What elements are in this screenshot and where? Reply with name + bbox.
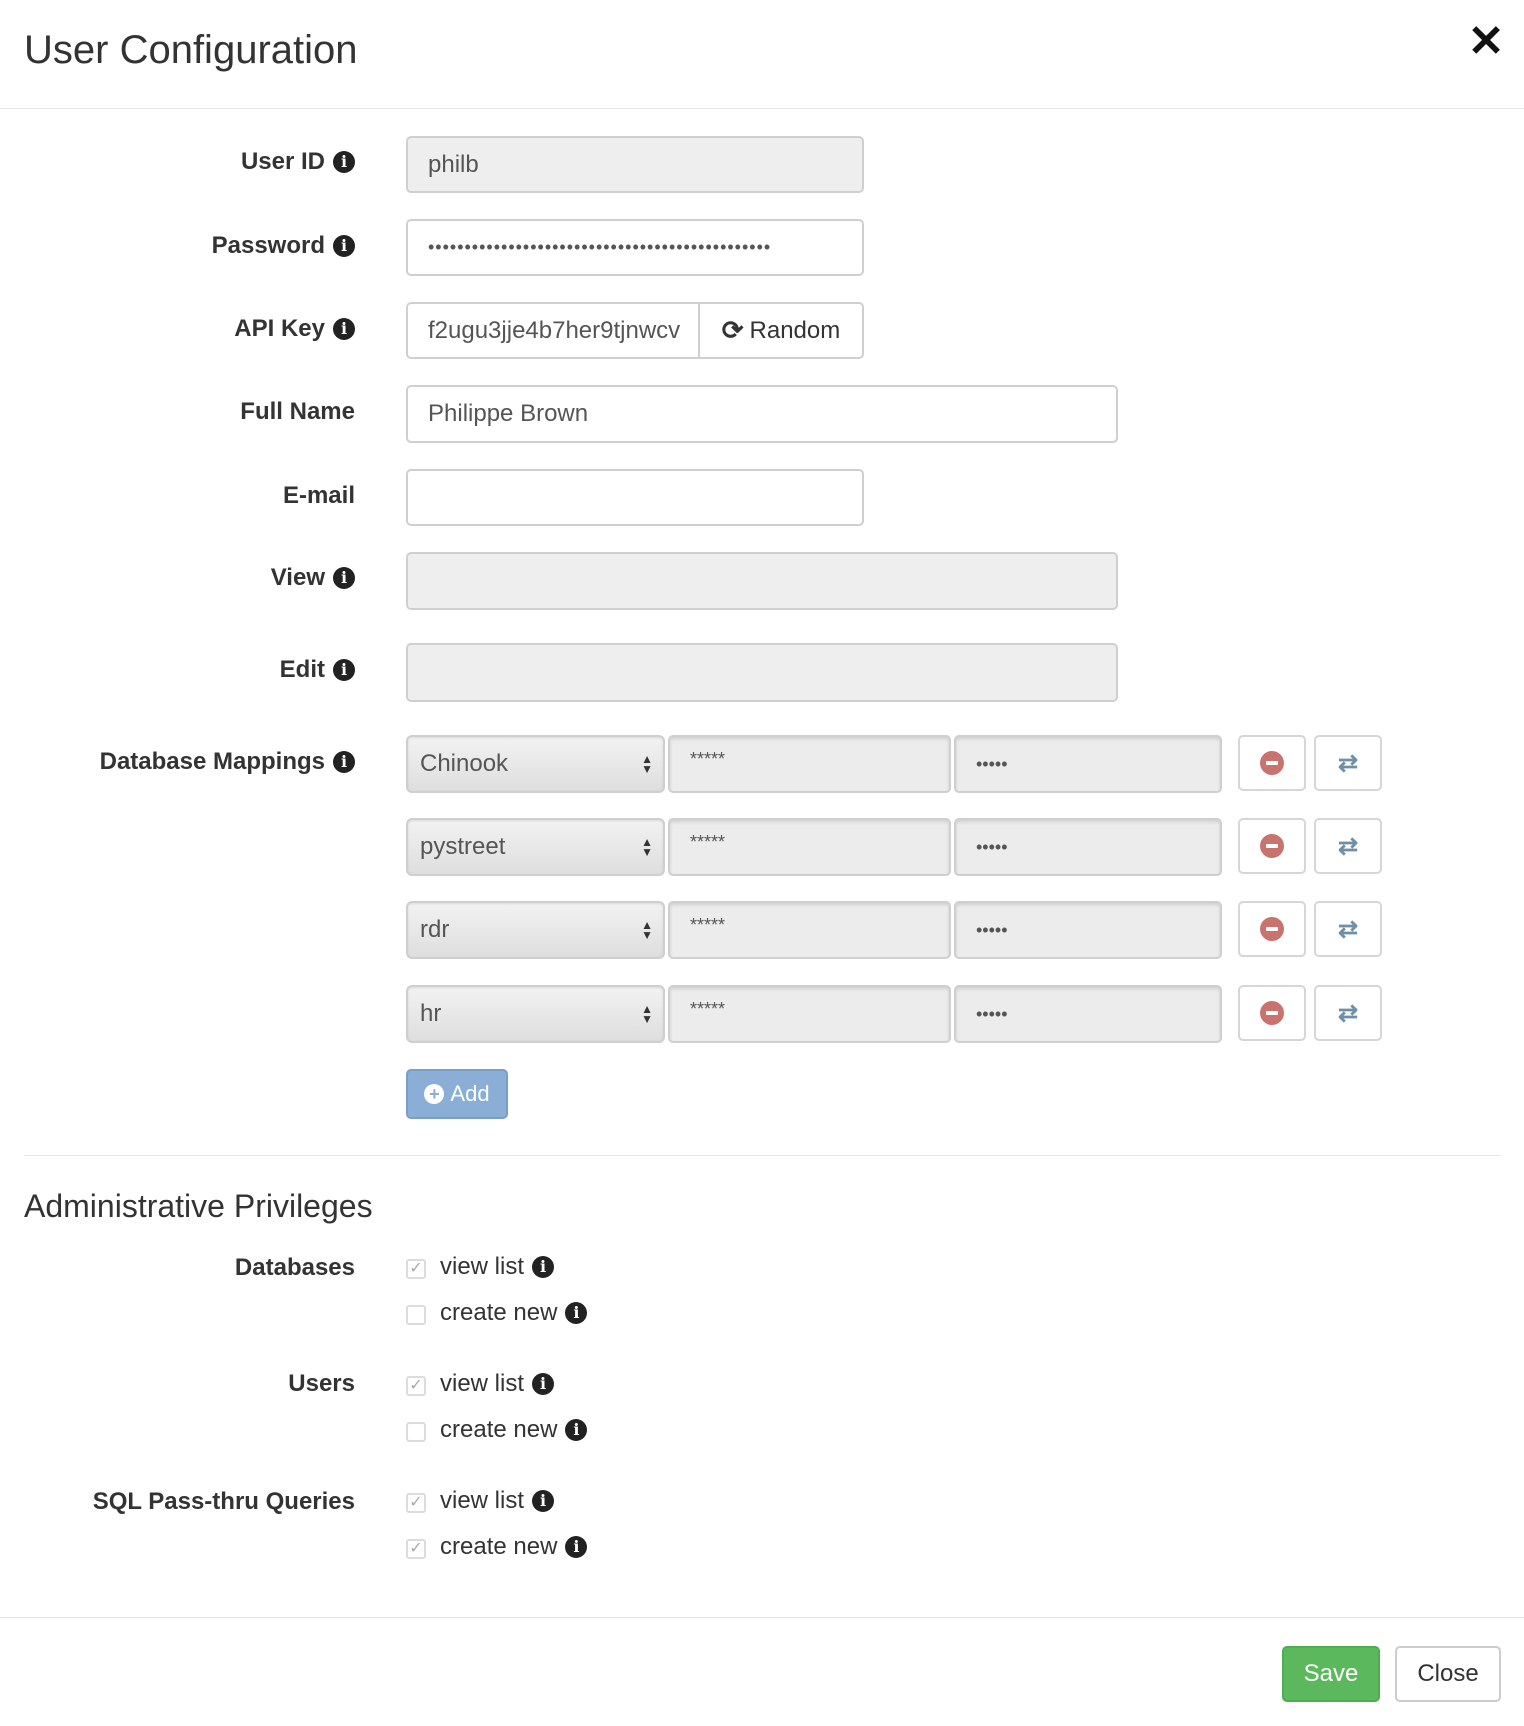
edit-label: Edit i	[280, 656, 355, 684]
minus-circle-icon	[1260, 834, 1284, 858]
exchange-icon: ⇄	[1337, 915, 1359, 943]
info-icon[interactable]: i	[333, 151, 355, 173]
info-icon[interactable]: i	[333, 751, 355, 773]
info-icon[interactable]: i	[565, 1536, 587, 1558]
minus-circle-icon	[1260, 1001, 1284, 1025]
view-label: View i	[271, 564, 355, 592]
privilege-option: view list i	[440, 1253, 554, 1281]
privilege-option: create new i	[440, 1416, 587, 1444]
info-icon[interactable]: i	[333, 235, 355, 257]
privilege-group-label: SQL Pass-thru Queries	[92, 1488, 355, 1515]
select-arrows-icon: ▲ ▼	[641, 1002, 653, 1026]
select-arrows-icon: ▲ ▼	[641, 918, 653, 942]
section-divider	[24, 1155, 1500, 1156]
remove-mapping-button[interactable]	[1238, 818, 1306, 874]
plus-circle-icon: +	[424, 1084, 444, 1104]
users-view-list-checkbox[interactable]: ✓	[406, 1376, 426, 1396]
add-mapping-button[interactable]: + Add	[406, 1069, 508, 1119]
full-name-label: Full Name	[240, 398, 355, 425]
user-id-field[interactable]: philb	[406, 136, 864, 193]
full-name-field[interactable]: Philippe Brown	[406, 385, 1118, 443]
mapping-password-field[interactable]: •••••	[954, 901, 1222, 959]
databases-view-list-checkbox[interactable]: ✓	[406, 1259, 426, 1279]
database-select[interactable]: Chinook ▲ ▼	[406, 735, 665, 793]
remove-mapping-button[interactable]	[1238, 735, 1306, 791]
random-api-key-button[interactable]: ⟳ Random	[698, 302, 864, 359]
password-field[interactable]: •••••••••••••••••••••••••••••••••••••••••••••••	[406, 219, 864, 276]
privilege-option: view list i	[440, 1487, 554, 1515]
privilege-group-label: Users	[288, 1370, 355, 1397]
database-select[interactable]: hr ▲ ▼	[406, 985, 665, 1043]
view-field[interactable]	[406, 552, 1118, 610]
mapping-password-field[interactable]: •••••	[954, 735, 1222, 793]
save-button[interactable]: Save	[1282, 1646, 1380, 1702]
remove-mapping-button[interactable]	[1238, 901, 1306, 957]
minus-circle-icon	[1260, 751, 1284, 775]
api-key-label: API Key i	[234, 315, 355, 343]
privilege-option: create new i	[440, 1533, 587, 1561]
mapping-password-field[interactable]: •••••	[954, 985, 1222, 1043]
info-icon[interactable]: i	[532, 1256, 554, 1278]
info-icon[interactable]: i	[565, 1302, 587, 1324]
test-mapping-button[interactable]	[1314, 985, 1382, 1041]
email-label: E-mail	[282, 482, 355, 509]
info-icon[interactable]: i	[532, 1373, 554, 1395]
database-select[interactable]: pystreet ▲ ▼	[406, 818, 665, 876]
select-arrows-icon: ▲ ▼	[641, 752, 653, 776]
user-id-label: User ID i	[241, 148, 355, 176]
users-create-new-checkbox[interactable]	[406, 1422, 426, 1442]
privilege-group-label: Databases	[234, 1254, 355, 1281]
sql-create-new-checkbox[interactable]: ✓	[406, 1539, 426, 1559]
mapping-user-field[interactable]: *****	[668, 985, 951, 1043]
privilege-option: view list i	[440, 1370, 554, 1398]
mapping-user-field[interactable]: *****	[668, 735, 951, 793]
databases-create-new-checkbox[interactable]	[406, 1305, 426, 1325]
test-mapping-button[interactable]	[1314, 901, 1382, 957]
exchange-icon: ⇄	[1337, 999, 1359, 1027]
mapping-password-field[interactable]: •••••	[954, 818, 1222, 876]
close-button[interactable]: Close	[1395, 1646, 1501, 1702]
refresh-icon: ⟳	[721, 315, 744, 345]
info-icon[interactable]: i	[333, 318, 355, 340]
info-icon[interactable]: i	[333, 659, 355, 681]
select-arrows-icon: ▲ ▼	[641, 835, 653, 859]
mapping-user-field[interactable]: *****	[668, 818, 951, 876]
close-icon[interactable]: ✕	[1467, 17, 1505, 66]
info-icon[interactable]: i	[565, 1419, 587, 1441]
exchange-icon: ⇄	[1337, 749, 1359, 777]
header-divider	[0, 108, 1524, 109]
test-mapping-button[interactable]	[1314, 818, 1382, 874]
api-key-field[interactable]: f2ugu3jje4b7her9tjnwcv	[406, 302, 700, 359]
remove-mapping-button[interactable]	[1238, 985, 1306, 1041]
info-icon[interactable]: i	[333, 567, 355, 589]
privilege-option: create new i	[440, 1299, 587, 1327]
minus-circle-icon	[1260, 917, 1284, 941]
database-select[interactable]: rdr ▲ ▼	[406, 901, 665, 959]
mapping-user-field[interactable]: *****	[668, 901, 951, 959]
exchange-icon: ⇄	[1337, 832, 1359, 860]
password-label: Password i	[212, 232, 355, 260]
admin-privileges-heading: Administrative Privileges	[24, 1188, 373, 1224]
info-icon[interactable]: i	[532, 1490, 554, 1512]
email-field[interactable]	[406, 469, 864, 526]
modal-title: User Configuration	[24, 28, 358, 72]
test-mapping-button[interactable]	[1314, 735, 1382, 791]
sql-view-list-checkbox[interactable]: ✓	[406, 1493, 426, 1513]
database-mappings-label: Database Mappings i	[100, 748, 355, 776]
footer-divider	[0, 1617, 1524, 1618]
edit-field[interactable]	[406, 643, 1118, 702]
